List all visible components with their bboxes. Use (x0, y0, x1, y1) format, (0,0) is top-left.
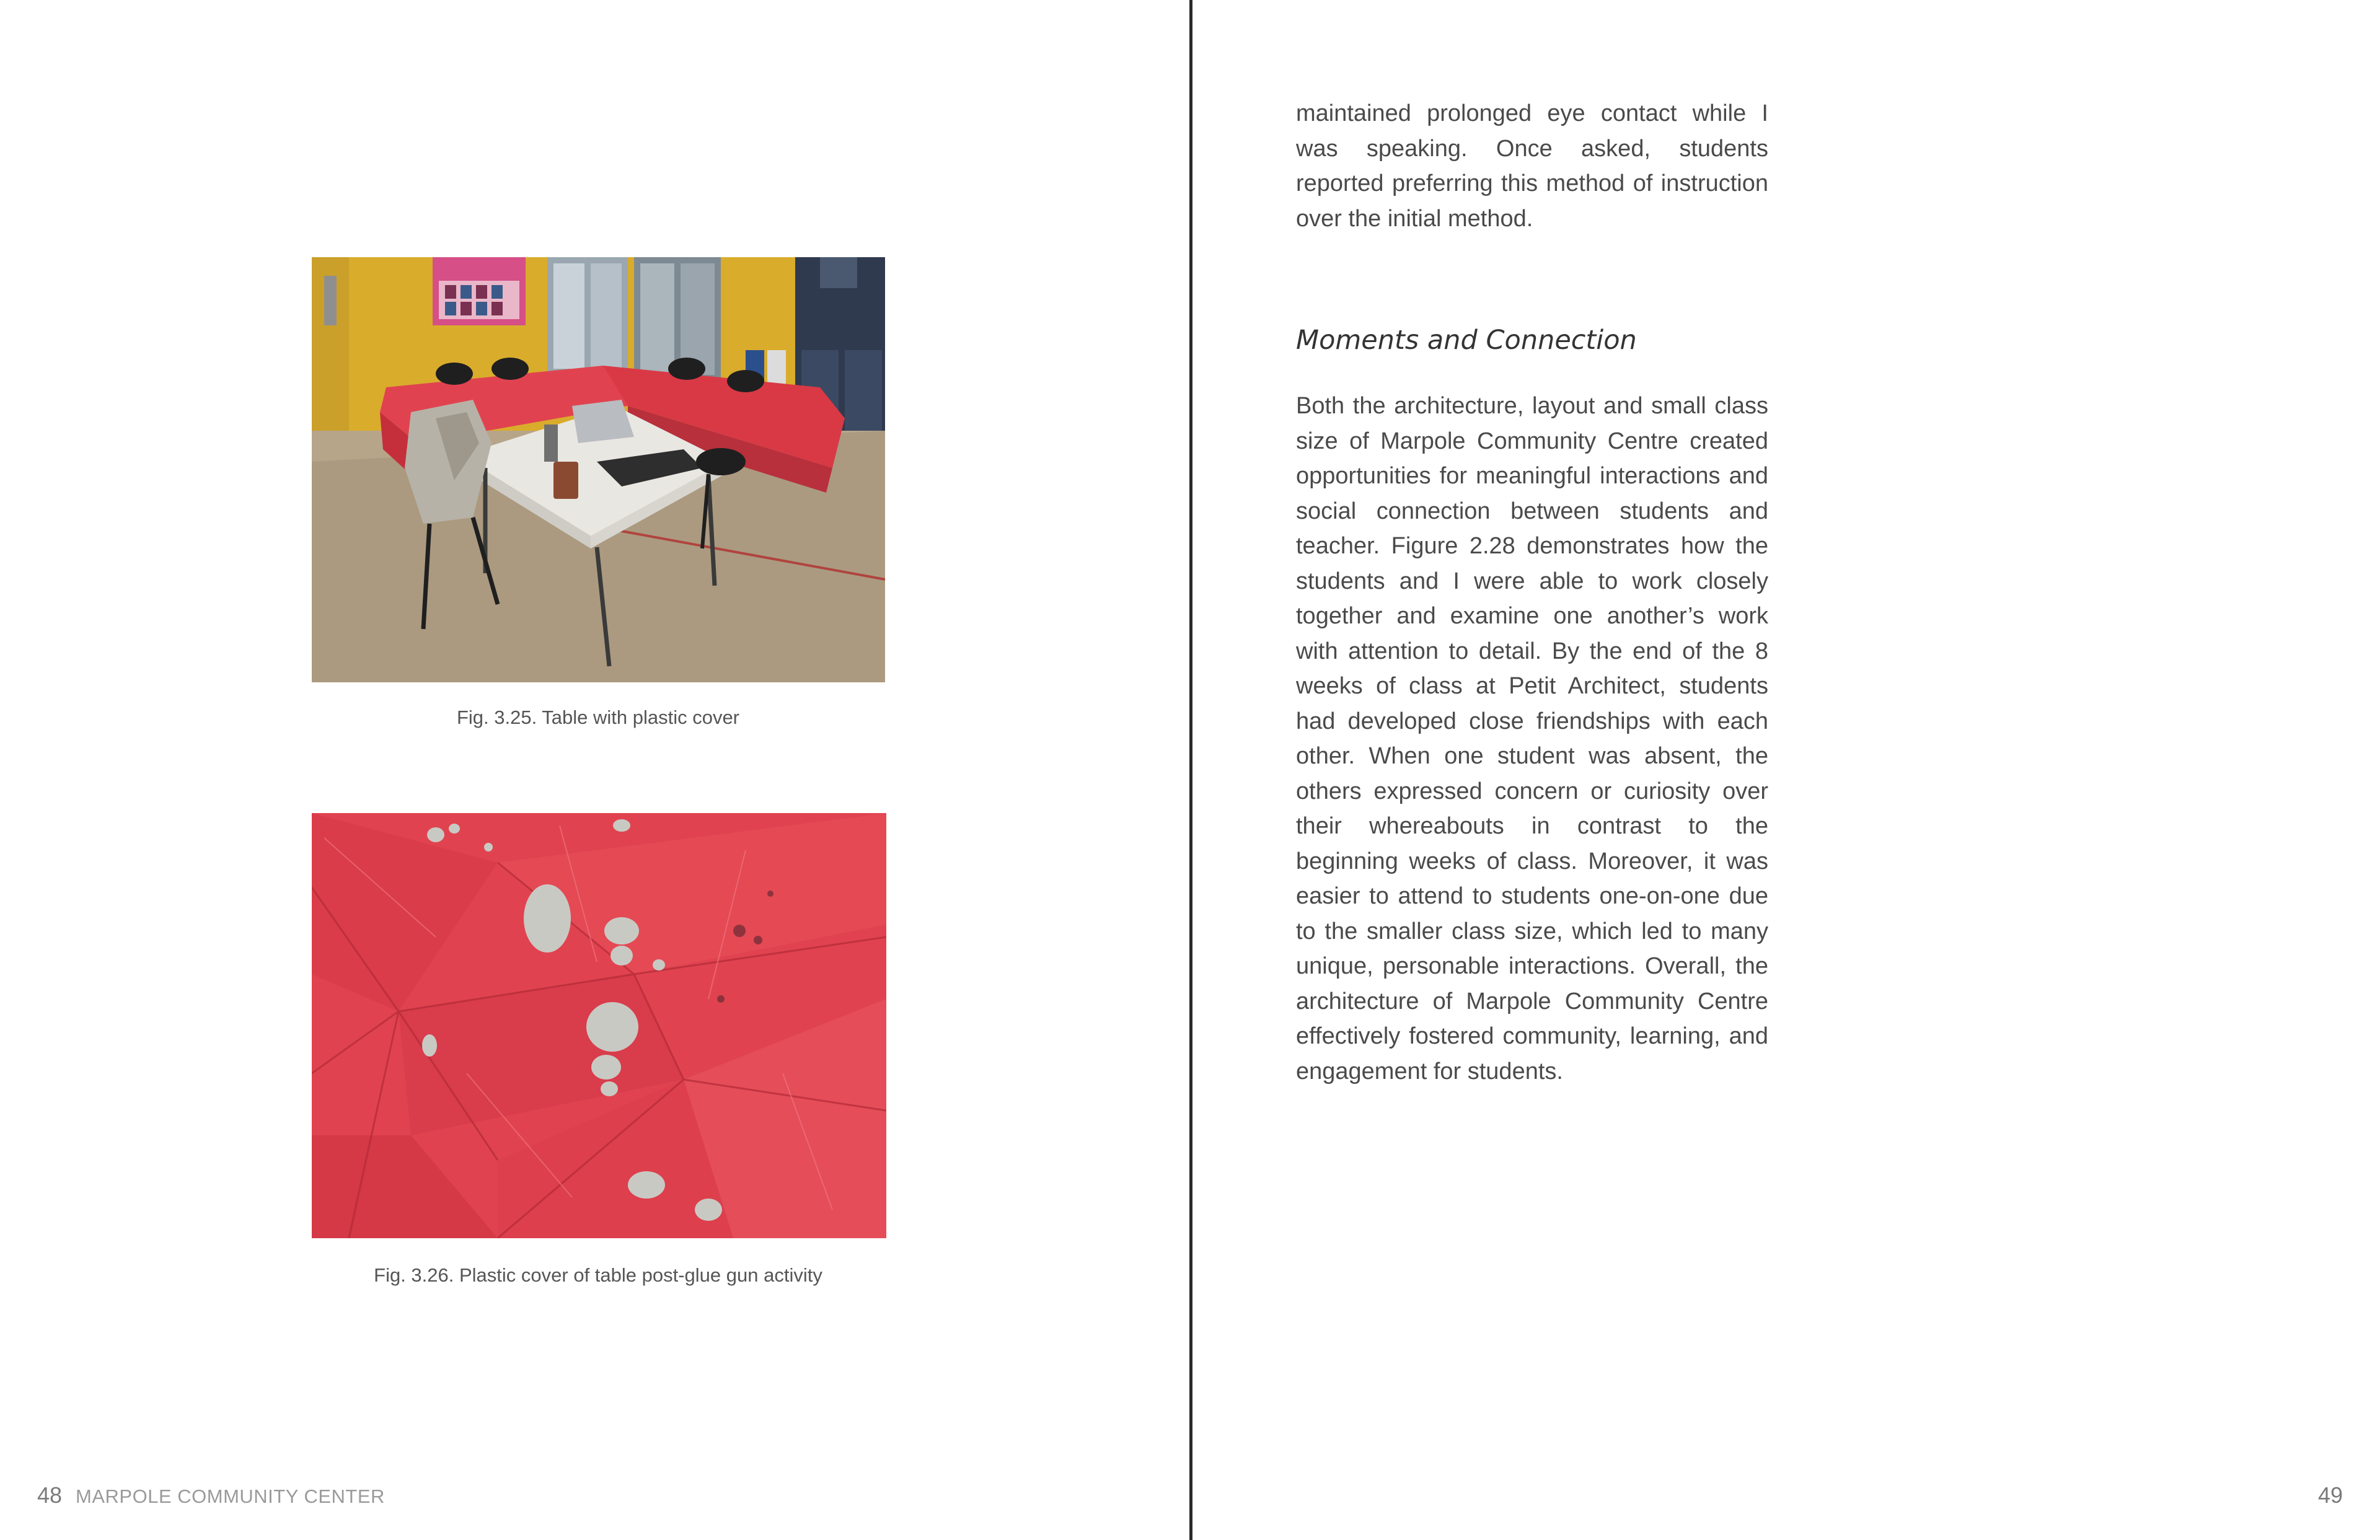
figure-caption: Fig. 3.26. Plastic cover of table post-glue gun activity (374, 1264, 822, 1286)
plastic-cover-photo (312, 813, 886, 1238)
figure-table-with-plastic-cover (312, 257, 885, 682)
figure-caption: Fig. 3.25. Table with plastic cover (456, 706, 740, 728)
classroom-photo (312, 257, 885, 682)
continued-paragraph: maintained prolonged eye contact while I was speaking. Once asked, students reported preferring this method of instruction over the initial method. (1296, 100, 1768, 232)
left-folio (37, 1482, 385, 1508)
gutter-divider (1189, 0, 1192, 1540)
body-paragraph: Both the architecture, layout and small class size of Marpole Community Centre created opportunities for meaningful interactions and social connection between students and teacher. Figure 2.28 demonstrates how the students and I were able to work closely together and examine one another’s work with attention to detail. By the end of the 8 weeks of class at Petit Architect, students had developed close friendships with each other. When one student was absent, the others expressed concern or curiosity over their whereabouts in contrast to the beginning weeks of class. Moreover, it was easier to attend to students one-on-one due to the smaller class size, which led to many unique, personable interactions. Overall, the architecture of Marpole Community Centre effectively fostered community, learning, and engagement for students. (1296, 393, 1768, 1085)
running-head: MARPOLE COMMUNITY CENTER (76, 1485, 385, 1507)
page-number: 48 (37, 1482, 63, 1508)
figure-plastic-cover-post-glue (312, 813, 886, 1238)
section-heading: Moments and Connection (1296, 325, 1637, 356)
page-number: 49 (2317, 1482, 2343, 1508)
